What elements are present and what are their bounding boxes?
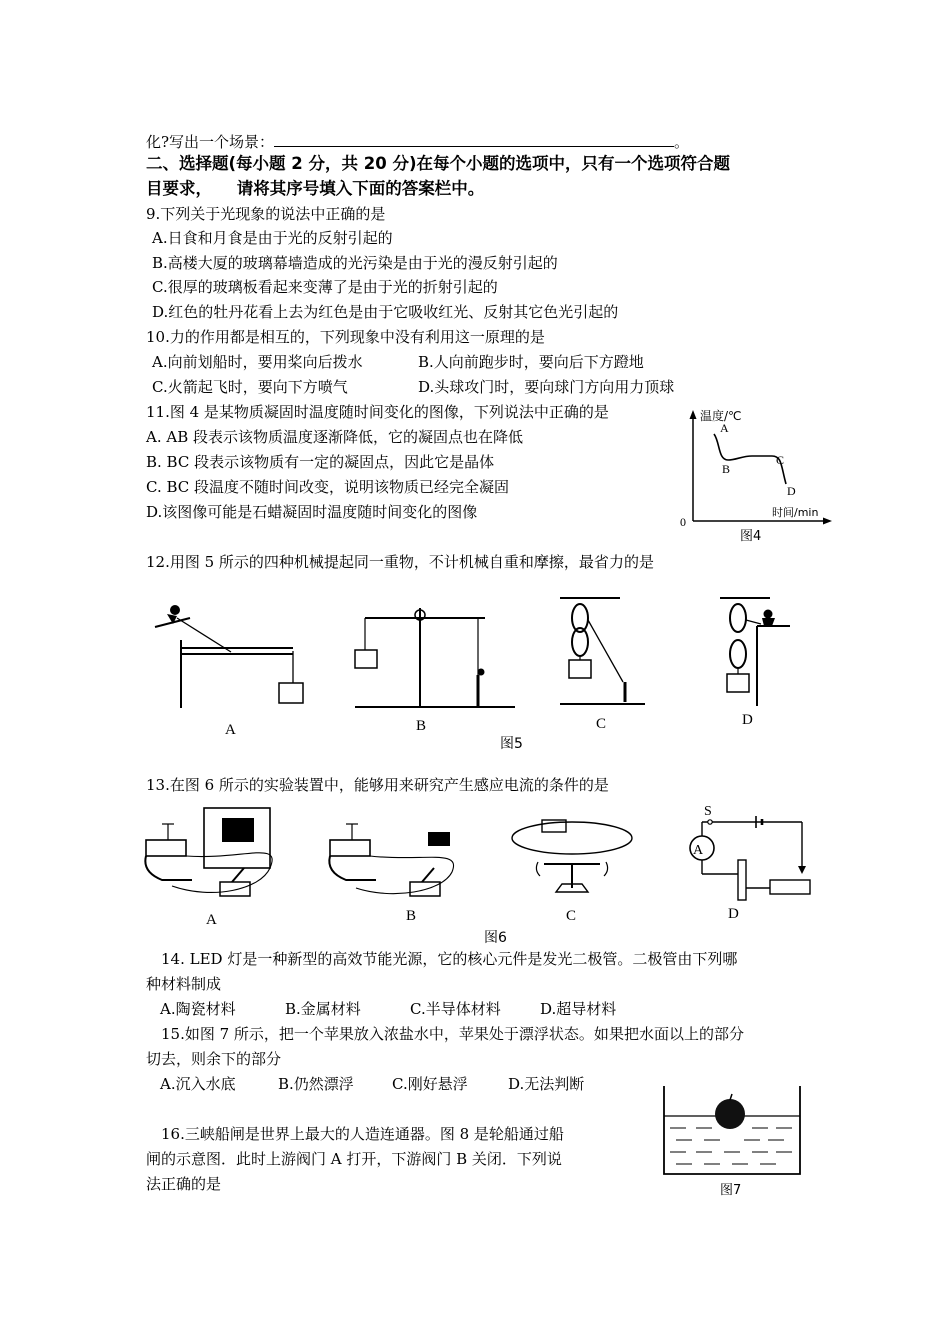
figure-5-machines (145, 590, 815, 755)
q11-option-c: C. BC 段温度不随时间改变，说明该物质已经完全凝固 (146, 478, 510, 496)
water-hatching (670, 1128, 792, 1164)
q14-option-b: B.金属材料 (285, 1000, 361, 1018)
x-axis-arrow (823, 518, 832, 525)
figure-5-label-d: D (742, 712, 753, 728)
figure-5-label-c: C (596, 716, 607, 732)
figure-5-label-a: A (225, 722, 236, 738)
q11-option-a: A. AB 段表示该物质温度逐渐降低，它的凝固点也在降低 (146, 428, 523, 446)
q15-option-b: B.仍然漂浮 (278, 1075, 354, 1093)
q16-stem-cont2: 法正确的是 (146, 1175, 222, 1193)
figure-6-label-c: C (566, 908, 577, 924)
q12-stem: 12.用图 5 所示的四种机械提起同一重物，不计机械自重和摩擦，最省力的是 (146, 553, 654, 571)
q14-option-c: C.半导体材料 (410, 1000, 501, 1018)
q11-option-b: B. BC 段表示该物质有一定的凝固点，因此它是晶体 (146, 453, 495, 471)
figure-6-label-d: D (728, 906, 739, 922)
figure-5-caption: 图5 (500, 736, 523, 752)
q9-option-c: C.很厚的玻璃板看起来变薄了是由于光的折射引起的 (152, 278, 498, 296)
q10-option-d: D.头球攻门时，要向球门方向用力顶球 (418, 378, 675, 396)
figure-7-caption: 图7 (720, 1183, 742, 1198)
q10-option-a: A.向前划船时，要用桨向后拨水 (152, 353, 363, 371)
y-axis-arrow (690, 410, 697, 419)
figure-6-label-b: B (406, 908, 417, 924)
q14-stem: 14. LED 灯是一种新型的高效节能光源，它的核心元件是发光二极管。二极管由下列哪 (146, 950, 738, 968)
q16-stem: 16.三峡船闸是世界上最大的人造连通器。图 8 是轮船通过船 (146, 1125, 564, 1143)
figure-4-cooling-curve (676, 402, 836, 552)
figure-6-caption: 图6 (484, 930, 507, 946)
q13-stem: 13.在图 6 所示的实验装置中，能够用来研究产生感应电流的条件的是 (146, 776, 609, 794)
figure-4-caption: 图4 (740, 529, 762, 544)
q10-option-b: B.人向前跑步时，要向后下方蹬地 (418, 353, 644, 371)
section-heading-cont: 目要求， 请将其序号填入下面的答案栏中。 (146, 179, 485, 198)
machine-c-pulleys (560, 598, 645, 704)
section-heading: 二、选择题(每小题 2 分，共 20 分)在每个小题的选项中，只有一个选项符合题 (146, 154, 731, 173)
experiment-d (690, 816, 810, 900)
machine-b-frame (355, 608, 515, 707)
experiment-b (329, 824, 453, 896)
ammeter-label: A (693, 843, 704, 858)
experiment-c (512, 820, 632, 892)
point-d-label: D (787, 484, 796, 498)
q10-option-c: C.火箭起飞时，要向下方喷气 (152, 378, 348, 396)
figure-6-experiments (142, 800, 822, 948)
fill-in-line: 化?写出一个场景： 。 (146, 133, 690, 151)
q9-stem: 9.下列关于光现象的说法中正确的是 (146, 205, 386, 223)
machine-a-lever (155, 605, 303, 708)
answer-blank[interactable] (274, 132, 674, 147)
experiment-a (145, 808, 272, 896)
machine-d-pulley (720, 598, 790, 706)
apple (715, 1099, 745, 1129)
figure-6-label-a: A (206, 912, 217, 928)
point-a-label: A (720, 421, 729, 435)
q15-option-c: C.刚好悬浮 (392, 1075, 468, 1093)
point-b-label: B (722, 462, 731, 476)
q9-option-b: B.高楼大厦的玻璃幕墙造成的光污染是由于光的漫反射引起的 (152, 254, 558, 272)
q14-option-a: A.陶瓷材料 (160, 1000, 236, 1018)
q9-option-d: D.红色的牡丹花看上去为红色是由于它吸收红光、反射其它色光引起的 (152, 303, 619, 321)
x-axis-label: 时间/min (772, 506, 819, 519)
q11-stem: 11.图 4 是某物质凝固时温度随时间变化的图像，下列说法中正确的是 (146, 403, 609, 421)
q15-stem: 15.如图 7 所示，把一个苹果放入浓盐水中，苹果处于漂浮状态。如果把水面以上的部分 (146, 1025, 744, 1043)
switch-label: S (704, 804, 712, 819)
y-axis-label: 温度/℃ (700, 409, 742, 423)
q15-option-d: D.无法判断 (508, 1075, 585, 1093)
q14-stem-cont: 种材料制成 (146, 975, 222, 993)
figure-5-label-b: B (416, 718, 427, 734)
point-c-label: C (776, 453, 785, 467)
q16-stem-cont1: 闸的示意图．此时上游阀门 A 打开，下游阀门 B 关闭．下列说 (146, 1150, 562, 1168)
q9-option-a: A.日食和月食是由于光的反射引起的 (152, 229, 393, 247)
q15-option-a: A.沉入水底 (160, 1075, 236, 1093)
origin-label: 0 (680, 515, 686, 529)
q14-option-d: D.超导材料 (540, 1000, 617, 1018)
q15-stem-cont: 切去，则余下的部分 (146, 1050, 282, 1068)
figure-7-apple-in-brine (660, 1082, 810, 1202)
q10-stem: 10.力的作用都是相互的，下列现象中没有利用这一原理的是 (146, 328, 545, 346)
q11-option-d: D.该图像可能是石蜡凝固时温度随时间变化的图像 (146, 503, 478, 521)
